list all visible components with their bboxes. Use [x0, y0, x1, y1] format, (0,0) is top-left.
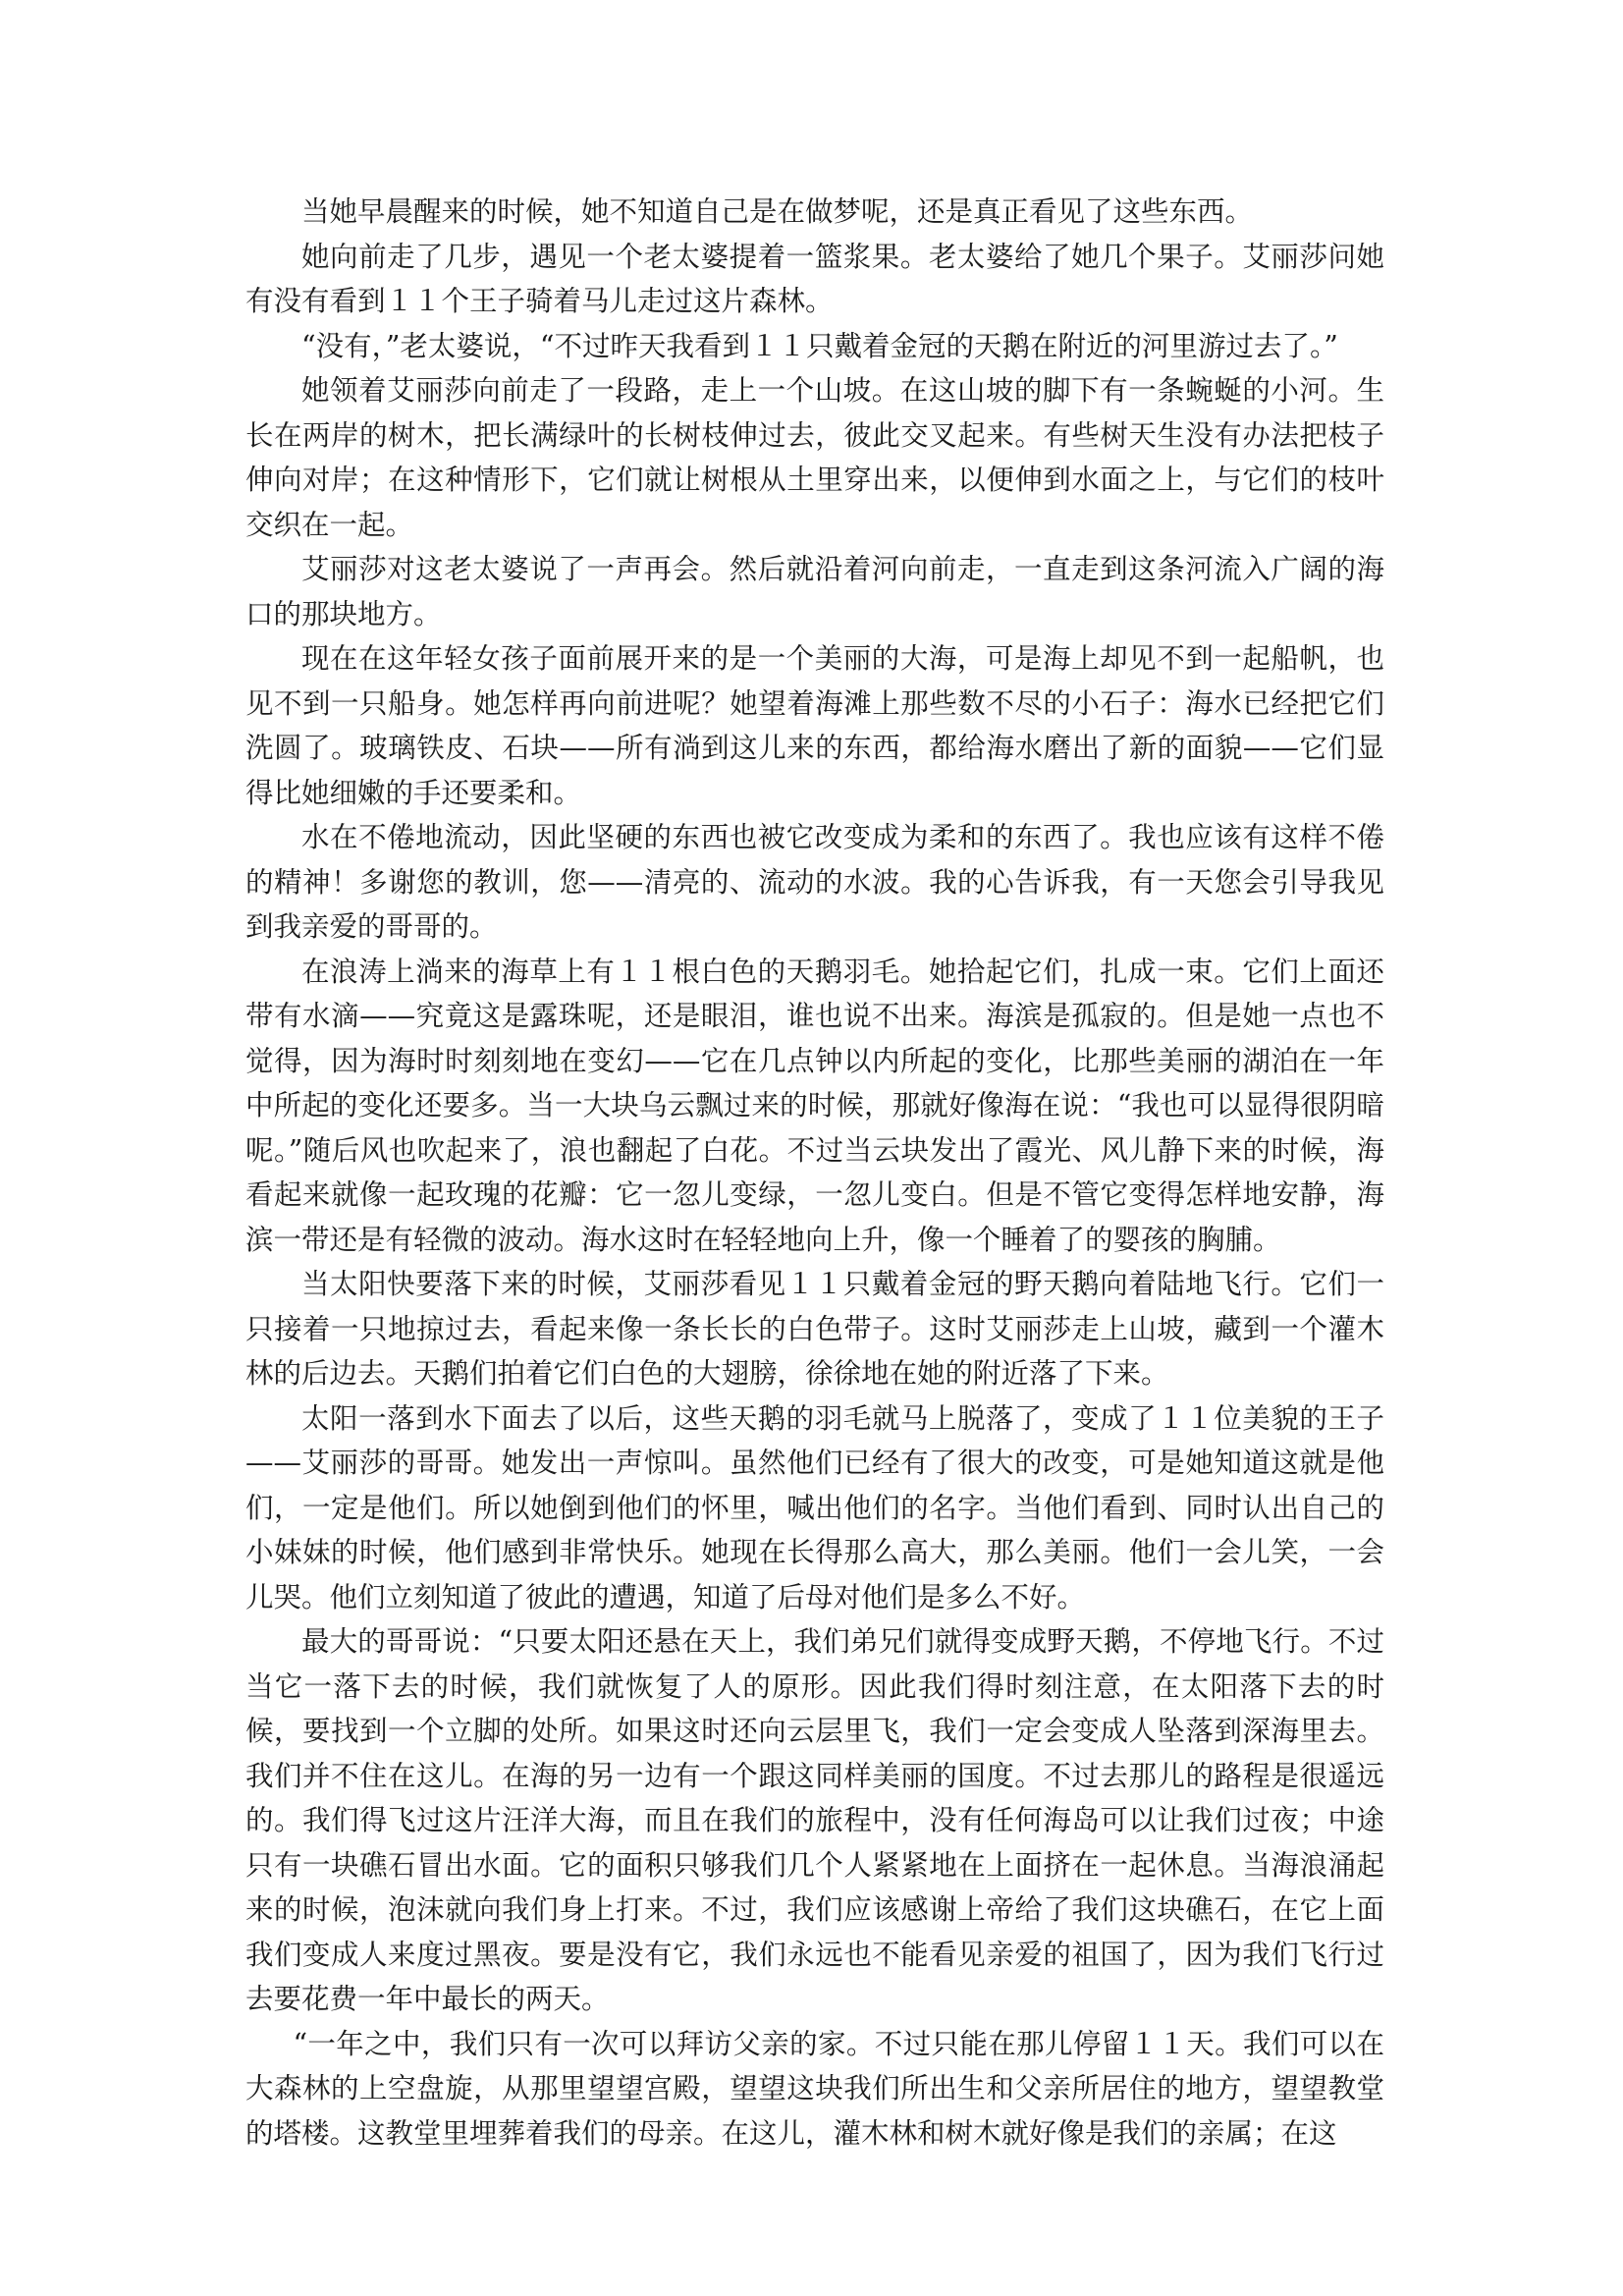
paragraph-6: 现在在这年轻女孩子面前展开来的是一个美丽的大海，可是海上却见不到一起船帆，也见不到一只船身。她怎样再向前进呢？她望着海滩上那些数不尽的小石子：海水已经把它们洗圆了。玻璃铁皮、石块——所有淌到这儿来的东西，都给海水磨出了新的面貌——它们显得比她细嫩的手还要柔和。: [245, 642, 1384, 809]
paragraph-11: 最大的哥哥说：“只要太阳还悬在天上，我们弟兄们就得变成野天鹅，不停地飞行。不过当它一落下去的时候，我们就恢复了人的原形。因此我们得时刻注意，在太阳落下去的时候，要找到一个立脚的处所。如果这时还向云层里飞，我们一定会变成人坠落到深海里去。我们并不住在这儿。在海的另一边有一个跟这同样美丽的国度。不过去那儿的路程是很遥远的。我们得飞过这片汪洋大海，而且在我们的旅程中，没有任何海岛可以让我们过夜；中途只有一块礁石冒出水面。它的面积只够我们几个人紧紧地在上面挤在一起休息。当海浪涌起来的时候，泡沫就向我们身上打来。不过，我们应该感谢上帝给了我们这块礁石，在它上面我们变成人来度过黑夜。要是没有它，我们永远也不能看见亲爱的祖国了，因为我们飞行过去要花费一年中最长的两天。: [245, 1625, 1384, 2015]
paragraph-8: 在浪涛上淌来的海草上有１１根白色的天鹅羽毛。她拾起它们，扎成一束。它们上面还带有水滴——究竟这是露珠呢，还是眼泪，谁也说不出来。海滨是孤寂的。但是她一点也不觉得，因为海时时刻刻地在变幻——它在几点钟以内所起的变化，比那些美丽的湖泊在一年中所起的变化还要多。当一大块乌云飘过来的时候，那就好像海在说：“我也可以显得很阴暗呢。”随后风也吹起来了，浪也翻起了白花。不过当云块发出了霞光、风儿静下来的时候，海看起来就像一起玫瑰的花瓣：它一忽儿变绿，一忽儿变白。但是不管它变得怎样地安静，海滨一带还是有轻微的波动。海水这时在轻轻地向上升，像一个睡着了的婴孩的胸脯。: [245, 955, 1384, 1256]
paragraph-5: 艾丽莎对这老太婆说了一声再会。然后就沿着河向前走，一直走到这条河流入广阔的海口的那块地方。: [245, 553, 1384, 630]
paragraph-3: “没有，”老太婆说，“不过昨天我看到１１只戴着金冠的天鹅在附近的河里游过去了。”: [301, 329, 1338, 362]
paragraph-4: 她领着艾丽莎向前走了一段路，走上一个山坡。在这山坡的脚下有一条蜿蜒的小河。生长在两岸的树木，把长满绿叶的长树枝伸过去，彼此交叉起来。有些树天生没有办法把枝子伸向对岸；在这种情形下，它们就让树根从土里穿出来，以便伸到水面之上，与它们的枝叶交织在一起。: [245, 374, 1384, 541]
paragraph-9: 当太阳快要落下来的时候，艾丽莎看见１１只戴着金冠的野天鹅向着陆地飞行。它们一只接着一只地掠过去，看起来像一条长长的白色带子。这时艾丽莎走上山坡，藏到一个灌木林的后边去。天鹅们拍着它们白色的大翅膀，徐徐地在她的附近落了下来。: [245, 1268, 1384, 1390]
paragraph-7: 水在不倦地流动，因此坚硬的东西也被它改变成为柔和的东西了。我也应该有这样不倦的精神！多谢您的教训，您——清亮的、流动的水波。我的心告诉我，有一天您会引导我见到我亲爱的哥哥的。: [245, 821, 1384, 943]
paragraph-1: 当她早晨醒来的时候，她不知道自己是在做梦呢，还是真正看见了这些东西。: [301, 195, 1254, 228]
paragraph-12: “一年之中，我们只有一次可以拜访父亲的家。不过只能在那儿停留１１天。我们可以在大森林的上空盘旋，从那里望望宫殿，望望这块我们所出生和父亲所居住的地方，望望教堂的塔楼。这教堂里埋葬着我们的母亲。在这儿，灌木林和树木就好像是我们的亲属；在这: [245, 2027, 1384, 2150]
paragraph-2: 她向前走了几步，遇见一个老太婆提着一篮浆果。老太婆给了她几个果子。艾丽莎问她有没有看到１１个王子骑着马儿走过这片森林。: [245, 240, 1384, 317]
document-page: [245, 190, 1384, 2156]
paragraph-10: 太阳一落到水下面去了以后，这些天鹅的羽毛就马上脱落了，变成了１１位美貌的王子——艾丽莎的哥哥。她发出一声惊叫。虽然他们已经有了很大的改变，可是她知道这就是他们，一定是他们。所以她倒到他们的怀里，喊出他们的名字。当他们看到、同时认出自己的小妹妹的时候，他们感到非常快乐。她现在长得那么高大，那么美丽。他们一会儿笑，一会儿哭。他们立刻知道了彼此的遭遇，知道了后母对他们是多么不好。: [245, 1401, 1384, 1613]
